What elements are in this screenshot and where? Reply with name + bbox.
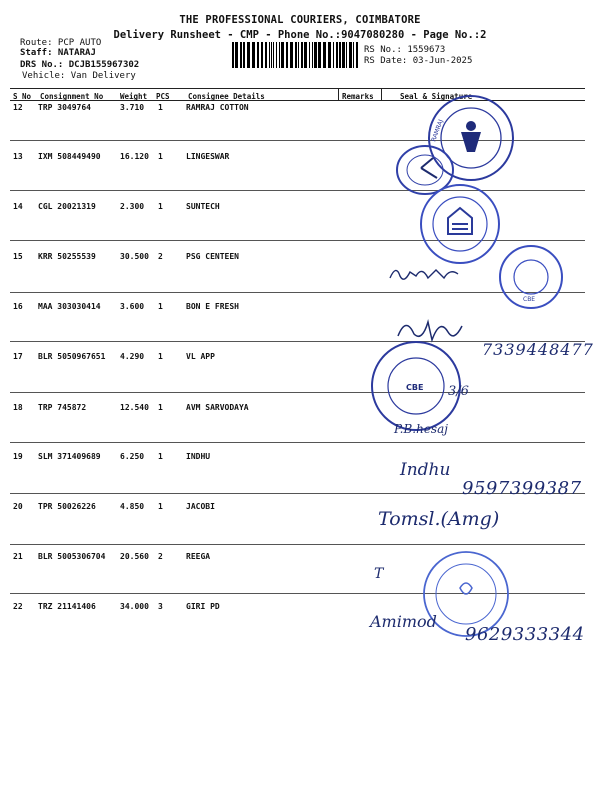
row-weight: 20.560 xyxy=(120,552,149,561)
col-consignee: Consignee Details xyxy=(188,92,265,101)
row-weight: 12.540 xyxy=(120,403,149,412)
row-divider xyxy=(10,442,585,443)
rs-date: RS Date: 03-Jun-2025 xyxy=(364,56,473,66)
svg-text:RAMRAJ: RAMRAJ xyxy=(430,118,445,143)
row-sno: 12 xyxy=(13,103,23,112)
row-pcs: 1 xyxy=(158,152,163,161)
row-sno: 13 xyxy=(13,152,23,161)
row-consignment: TRZ 21141406 xyxy=(38,602,96,611)
table-row xyxy=(0,502,600,522)
signature-15 xyxy=(386,258,466,288)
col-remarks: Remarks xyxy=(342,92,374,101)
row-consignment: IXM 508449490 xyxy=(38,152,101,161)
col-sno: S No xyxy=(13,92,32,101)
row-weight: 3.600 xyxy=(120,302,145,311)
row-weight: 4.290 xyxy=(120,352,145,361)
svg-text:CBE: CBE xyxy=(523,296,536,303)
row-weight: 6.250 xyxy=(120,452,145,461)
row-consignment: KRR 50255539 xyxy=(38,252,96,261)
row-consignment: BLR 5050967651 xyxy=(38,352,106,361)
drs-number: DRS No.: DCJB155967302 xyxy=(20,60,140,70)
row-pcs: 2 xyxy=(158,552,163,561)
row-pcs: 1 xyxy=(158,103,163,112)
row-weight: 30.500 xyxy=(120,252,149,261)
row-consignment: BLR 5005306704 xyxy=(38,552,106,561)
vehicle-label: Vehicle: Van Delivery xyxy=(22,71,136,81)
row-sno: 14 xyxy=(13,202,23,211)
row-weight: 4.850 xyxy=(120,502,145,511)
row-weight: 3.710 xyxy=(120,103,145,112)
phone-19: 9597399387 xyxy=(462,478,582,499)
row-sno: 15 xyxy=(13,252,23,261)
col-seal: Seal & Signature xyxy=(400,92,473,101)
row-pcs: 3 xyxy=(158,602,163,611)
row-consignee: LINGESWAR xyxy=(186,152,230,161)
runsheet-title: Delivery Runsheet - CMP - Phone No.:9047080280 - Page No.:2 xyxy=(113,29,487,41)
suntech-stamp xyxy=(418,182,502,266)
row-consignment: TRP 3049764 xyxy=(38,103,91,112)
row-sno: 22 xyxy=(13,602,23,611)
name-19: Indhu xyxy=(400,460,451,480)
col-pcs: PCS xyxy=(156,92,170,101)
row-sno: 21 xyxy=(13,552,23,561)
row-consignment: TPR 50026226 xyxy=(38,502,96,511)
row-weight: 2.300 xyxy=(120,202,145,211)
row-divider xyxy=(10,544,585,545)
row-consignee: BON E FRESH xyxy=(186,302,239,311)
row-sno: 19 xyxy=(13,452,23,461)
row-sno: 16 xyxy=(13,302,23,311)
phone-22: 9629333344 xyxy=(465,624,585,645)
col-weight: Weight xyxy=(120,92,148,101)
svg-text:CBE: CBE xyxy=(406,383,424,392)
row-sno: 20 xyxy=(13,502,23,511)
barcode-image xyxy=(232,42,360,68)
company-title: THE PROFESSIONAL COURIERS, COIMBATORE xyxy=(179,14,421,26)
mark-21: T xyxy=(374,566,384,582)
date-17: 3/6 xyxy=(448,384,469,399)
row-sno: 17 xyxy=(13,352,23,361)
row-consignee: AVM SARVODAYA xyxy=(186,403,249,412)
remarks-divider xyxy=(338,88,339,100)
row-consignment: MAA 303030414 xyxy=(38,302,101,311)
row-pcs: 1 xyxy=(158,202,163,211)
row-pcs: 2 xyxy=(158,252,163,261)
row-sno: 18 xyxy=(13,403,23,412)
route-label: Route: PCP AUTO xyxy=(20,38,102,48)
row-pcs: 1 xyxy=(158,302,163,311)
col-consignment: Consignment No xyxy=(40,92,104,101)
name-18: P.B.hesaj xyxy=(394,422,448,436)
row-consignment: CGL 20021319 xyxy=(38,202,96,211)
row-pcs: 1 xyxy=(158,452,163,461)
row-weight: 34.000 xyxy=(120,602,149,611)
row-pcs: 1 xyxy=(158,403,163,412)
psg-canteen-stamp xyxy=(497,243,565,311)
row-divider xyxy=(10,392,585,393)
row-consignee: REEGA xyxy=(186,552,211,561)
table-row xyxy=(0,202,600,222)
table-row xyxy=(0,403,600,423)
row-pcs: 1 xyxy=(158,502,163,511)
rs-number: RS No.: 1559673 xyxy=(364,45,446,55)
name-20: Tomsl.(Amg) xyxy=(378,508,500,530)
row-weight: 16.120 xyxy=(120,152,149,161)
table-row xyxy=(0,452,600,472)
seal-divider xyxy=(381,88,382,100)
row-consignee: GIRI PD xyxy=(186,602,220,611)
row-consignee: VL APP xyxy=(186,352,215,361)
row-consignee: SUNTECH xyxy=(186,202,220,211)
row-consignment: SLM 371409689 xyxy=(38,452,101,461)
phone-17: 7339448477 xyxy=(482,340,594,359)
row-consignee: JACOBI xyxy=(186,502,215,511)
row-consignee: INDHU xyxy=(186,452,211,461)
signature-16 xyxy=(392,312,472,346)
row-consignee: PSG CENTEEN xyxy=(186,252,239,261)
table-top-rule xyxy=(10,88,585,89)
name-22: Amimod xyxy=(370,612,437,631)
row-consignment: TRP 745872 xyxy=(38,403,87,412)
staff-label: Staff: NATARAJ xyxy=(20,48,96,58)
row-pcs: 1 xyxy=(158,352,163,361)
row-consignee: RAMRAJ COTTON xyxy=(186,103,249,112)
